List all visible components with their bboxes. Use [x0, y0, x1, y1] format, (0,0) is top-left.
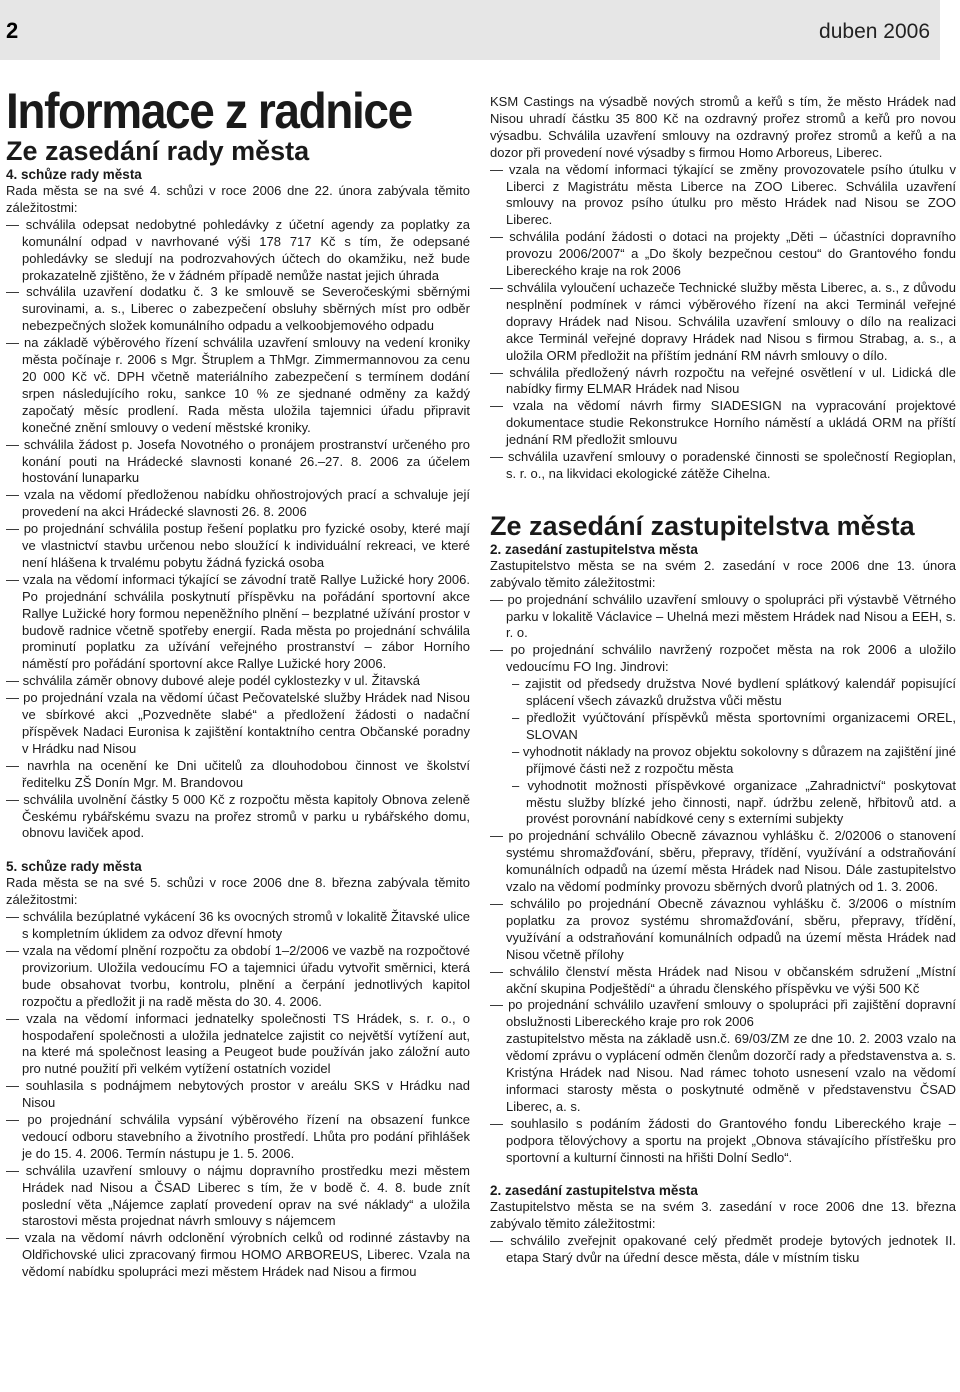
- list-item: — schválilo členství města Hrádek nad Nisou v občanském sdružení „Místní akční skupina Podještědí“ a úhradu členského příspěvku ve výši 500 Kč: [490, 964, 956, 998]
- list-item: — souhlasila s podnájmem nebytových prostor v areálu SKS v Hrádku nad Nisou: [6, 1078, 470, 1112]
- meeting-5-intro: Rada města se na své 5. schůzi v roce 2006 dne 8. března zabývala těmito záležitostmi:: [6, 875, 470, 908]
- meeting-5-title: 5. schůze rady města: [6, 859, 142, 875]
- sub-list-item: – vyhodnotit náklady na provoz objektu sokolovny s důrazem na zajištění jiné příjmové části než z rozpočtu města: [490, 744, 956, 778]
- left-column: [6, 83, 470, 1281]
- list-item: — schválila podání žádosti o dotaci na projekty „Děti – účastníci dopravního provozu 2006/2007“ a „Do školy bezpečnou cestou“ do Grantového fondu Libereckého kraje na rok 2006: [490, 229, 956, 280]
- list-item: — vzala na vědomí informaci týkající se závodní tratě Rallye Lužické hory 2006. Po projednání schválila poskytnutí příspěvku na pořádání sportovní akce Rallye Lužické hory formou nepeněžního plnění – bezplatné užívání prostor v budově radnice včetně spotřeby energií. Rada města po projednání schválila prominutí poplatku za užívání veřejného prostranství – zábor Horního náměstí pro pořádání sportovní akce Rallye Lužické hory 2006.: [6, 572, 470, 673]
- list-item: — schválila předložený návrh rozpočtu na veřejné osvětlení v ul. Lidická dle nabídky firmy ELMAR Hrádek nad Nisou: [490, 365, 956, 399]
- sub-list-item: – vyhodnotit možnosti příspěvkové organizace „Zahradnictví“ poskytovat městu služby blízké jeho činnosti, např. údržbu zeleně, hřbitovů atd. a provést porovnání nabídkové ceny s externími subjekty: [490, 778, 956, 829]
- assembly-2-intro: Zastupitelstvo města se na svém 2. zasedání v roce 2006 dne 13. února zabývalo těmito záležitostmi:: [490, 557, 956, 590]
- assembly-3-title: 2. zasedání zastupitelstva města: [490, 1183, 698, 1199]
- list-item: — vzala na vědomí předloženou nabídku ohňostrojových prací a schvaluje její provedení na akci Hrádecké slavnosti 26. 8. 2006: [6, 487, 470, 521]
- list-item: — po projednání schválilo navržený rozpočet města na rok 2006 a uložilo vedoucímu FO Ing. Jindrovi:: [490, 642, 956, 676]
- meeting-5-list: [6, 909, 470, 1281]
- assembly-3-list: [490, 1233, 956, 1267]
- list-item: — schválila vyloučení uchazeče Technické služby města Liberec, a. s., z důvodu nesplnění podmínek v rámci výběrového řízení na akci Terminál veřejné dopravy Hrádek nad Nisou. Schválila uzavření smlouvy o dílo na realizaci akce Terminál veřejné dopravy Hrádek nad Nisou s firmou Strabag, a. s., a uložila ORM předložit na příštím jednání RM návrh smlouvy o dílo.: [490, 280, 956, 365]
- continuation-paragraph: KSM Castings na výsadbě nových stromů a keřů s tím, že město Hrádek nad Nisou uhradí částku 35 800 Kč na ozdravný prořez stromů a keřů pro novou výsadbu. Schválila uzavření smlouvy na ozdravný prořez stromů a keřů a na dozor při provedení nové výsadby s firmou Homo Arboreus, Liberec.: [490, 94, 956, 160]
- list-item: — schválila uzavření smlouvy o nájmu dopravního prostředku mezi městem Hrádek nad Nisou a ČSAD Liberec s tím, že v bodě č. 4. 8. bude znít poslední věta „Nájemce zaplatí provedení oprav na své náklady“ a uložila starostovi města projednat návrh smlouvy s nájemcem: [6, 1163, 470, 1231]
- main-title: Informace z radnice: [6, 83, 412, 139]
- list-item: — schválila odepsat nedobytné pohledávky z účetní agendy za poplatky za komunální odpad v navrhované výši 178 717 Kč s tím, že odepsané pohledávky se sledují na podrozvahových účtech do okamžiku, než bude prokazatelně zjištěno, že v žádném případě nemůže nastat jejich úhrada: [6, 217, 470, 285]
- right-column: [490, 94, 956, 1267]
- meeting-5-list-continued: [490, 162, 956, 483]
- page-number: 2: [6, 18, 19, 43]
- list-item: — po projednání schválilo Obecně závaznou vyhlášku č. 2/02006 o stanovení systému shromažďování, sběru, přepravy, třídění, využívání a odstraňování komunálních odpadů na území města Hrádek nad Nisou. Dále zastupitelstvo vzalo na vědomí podmínky provozu sběrných dvorů platných od 1. 3. 2006.: [490, 828, 956, 896]
- meeting-4-list: [6, 217, 470, 843]
- list-item: — schválila žádost p. Josefa Novotného o pronájem prostranství určeného pro konání pouti na Hrádecké slavnosti konané 26.–27. 8. 2006 za účelem hostování lunaparku: [6, 437, 470, 488]
- assembly-2-title: 2. zasedání zastupitelstva města: [490, 541, 698, 557]
- list-item: — vzala na vědomí plnění rozpočtu za období 1–2/2006 ve vazbě na rozpočtové provizorium. Uložila vedoucímu FO a tajemnici úřadu vytvořit směrnici, která bude obsahovat tvorbu, kontrolu, plnění a čerpání jednotlivých kapitol rozpočtu a předložit ji na radě města do 30. 4. 2006.: [6, 943, 470, 1011]
- list-item: — souhlasilo s podáním žádosti do Grantového fondu Libereckého kraje – podpora tělovýchovy a sportu na projekt „Obnova stávajícího přístřešku pro sportovní a kulturní činnosti na hřišti Dolní Sedlo“.: [490, 1116, 956, 1167]
- sub-list-item: – předložit vyúčtování příspěvků města sportovními organizacemi OREL, SLOVAN: [490, 710, 956, 744]
- assembly-2-paragraph: zastupitelstvo města na základě usn.č. 69/03/ZM ze dne 10. 2. 2003 vzalo na vědomí zprávu o vyplácení odměn členům dozorčí rady a představenstva a. s. Kristýna Hrádek nad Nisou. Nad rámec tohoto usnesení vzalo na vědomí informaci starosty města o poskytnuté odměně v představenstvu ČSAD Liberec, a. s.: [506, 1031, 956, 1114]
- list-item: — po projednání schválilo uzavření smlouvy o spolupráci při výstavbě Větrného parku v lokalitě Václavice – Uhelná mezi městem Hrádek nad Nisou a EEH, s. r. o.: [490, 592, 956, 643]
- list-item: — schválila uvolnění částky 5 000 Kč z rozpočtu města kapitoly Obnova zeleně Českému rybářskému svazu na prořez stromů v parku u rybářského domu, obnovu laviček apod.: [6, 792, 470, 843]
- list-item: — schválila záměr obnovy dubové aleje podél cyklostezky v ul. Žitavská: [6, 673, 470, 690]
- list-item: — vzala na vědomí návrh odclonění výrobních celků od rodinné zástavby na Oldřichovské ulici zpracovaný firmou HOMO ARBOREUS, Liberec. Vzala na vědomí nabídku spolupráci mezi městem Hrádek nad Nisou a firmou: [6, 1230, 470, 1281]
- list-item: — schválila uzavření smlouvy o poradenské činnosti se společností Regioplan, s. r. o., na likvidaci ekologické zátěže Cihelna.: [490, 449, 956, 483]
- list-item: — po projednání schválila postup řešení poplatku pro fyzické osoby, které mají ve vlastnictví stavbu určenou nebo sloužící k individuální rekreaci, ve které není hlášena k trvalému pobytu žádná fyzická osoba: [6, 521, 470, 572]
- issue-date: duben 2006: [819, 20, 930, 43]
- list-item: — po projednání schválila vypsání výběrového řízení na obsazení funkce vedoucí odboru stavebního a životního prostředí. Lhůta pro podání přihlášek je do 15. 4. 2006. Termín nástupu je 1. 5. 2006.: [6, 1112, 470, 1163]
- list-item: — schválila uzavření dodatku č. 3 ke smlouvě se Severočeskými sběrnými surovinami, a. s., Liberec o zabezpečení obsluhy sběrných míst pro odběr nebezpečných složek komunálního odpadu a velkoobjemového odpadu: [6, 284, 470, 335]
- sub-list-item: – zajistit od předsedy družstva Nové bydlení splátkový kalendář popisující splácení všech závazků družstva vůči městu: [490, 676, 956, 710]
- section-title-assembly: Ze zasedání zastupitelstva města: [490, 510, 915, 541]
- list-item: — schválilo po projednání Obecně závaznou vyhlášku č. 3/2006 o místním poplatku za provoz systému shromažďování, sběru, přepravy, třídění, využívání a odstraňování komunálních odpadů na území města Hrádek nad Nisou včetně přílohy: [490, 896, 956, 964]
- list-item: — vzala na vědomí návrh firmy SIADESIGN na vypracování projektové dokumentace studie Rekonstrukce Horního náměstí a ukládá ORM na příští jednání RM předložit smlouvu: [490, 398, 956, 449]
- assembly-3-intro: Zastupitelstvo města se na svém 3. zasedání v roce 2006 dne 13. března zabývalo těmito záležitostmi:: [490, 1199, 956, 1232]
- list-item: — na základě výběrového řízení schválila uzavření smlouvy na vedení kroniky města počínaje r. 2006 s Mgr. Štruplem a ThMgr. Zimmermannovou za cenu 20 000 Kč vč. DPH včetně materiálního zabezpečení s termínem dodání srpen následujícího roku, sankce 10 % ze sjednané odměny za každý započatý měsíc prodlení. Rada města uložila tajemnici úřadu připravit konečné znění smlouvy o vedení městské kroniky.: [6, 335, 470, 436]
- meeting-4-intro: Rada města se na své 4. schůzi v roce 2006 dne 22. února zabývala těmito záležitostmi:: [6, 183, 470, 215]
- list-item: — po projednání vzala na vědomí účast Pečovatelské služby Hrádek nad Nisou ve sbírkové akci „Pozvedněte slabé“ a předložení žádosti o nadační příspěvek Nadaci Euronisa k zajištění kontaktního centra Občanské poradny v Hrádku nad Nisou: [6, 690, 470, 758]
- list-item: — schválila bezúplatné vykácení 36 ks ovocných stromů v lokalitě Žitavské ulice s kompletním úklidem za odvoz dřevní hmoty: [6, 909, 470, 943]
- page-header: [0, 0, 940, 60]
- list-item: — schválilo zveřejnit opakované celý předmět prodeje bytových jednotek II. etapa Starý dvůr na úřední desce města, dále v místním tisku: [490, 1233, 956, 1267]
- meeting-4-title: 4. schůze rady města: [6, 167, 142, 182]
- list-item: — navrhla na ocenění ke Dni učitelů za dlouhodobou činnost ve školství ředitelku ZŠ Donín Mgr. M. Brandovou: [6, 758, 470, 792]
- list-item: — po projednání schválilo uzavření smlouvy o spolupráci při zajištění dopravní obslužnosti Libereckého kraje pro rok 2006: [490, 997, 956, 1031]
- header-corner: [940, 0, 960, 40]
- list-item: — vzala na vědomí informaci jednatelky společnosti TS Hrádek, s. r. o., o hospodaření společnosti a uložila jednatelce zajistit co největší vytížení aut, na které má společnost leasing a Peugeot bude používán jako záložní auto pro nutné použití při velkém vytížení ostatních vozidel: [6, 1011, 470, 1079]
- assembly-2-list: [490, 592, 956, 1167]
- section-title-council: Ze zasedání rady města: [6, 136, 310, 166]
- list-item: — vzala na vědomí informaci týkající se změny provozovatele psího útulku v Liberci z Magistrátu města Liberce na ZOO Liberec. Schválila uzavření smlouvy na provoz psího útulku pro město Hrádek nad Nisou se ZOO Liberec.: [490, 162, 956, 230]
